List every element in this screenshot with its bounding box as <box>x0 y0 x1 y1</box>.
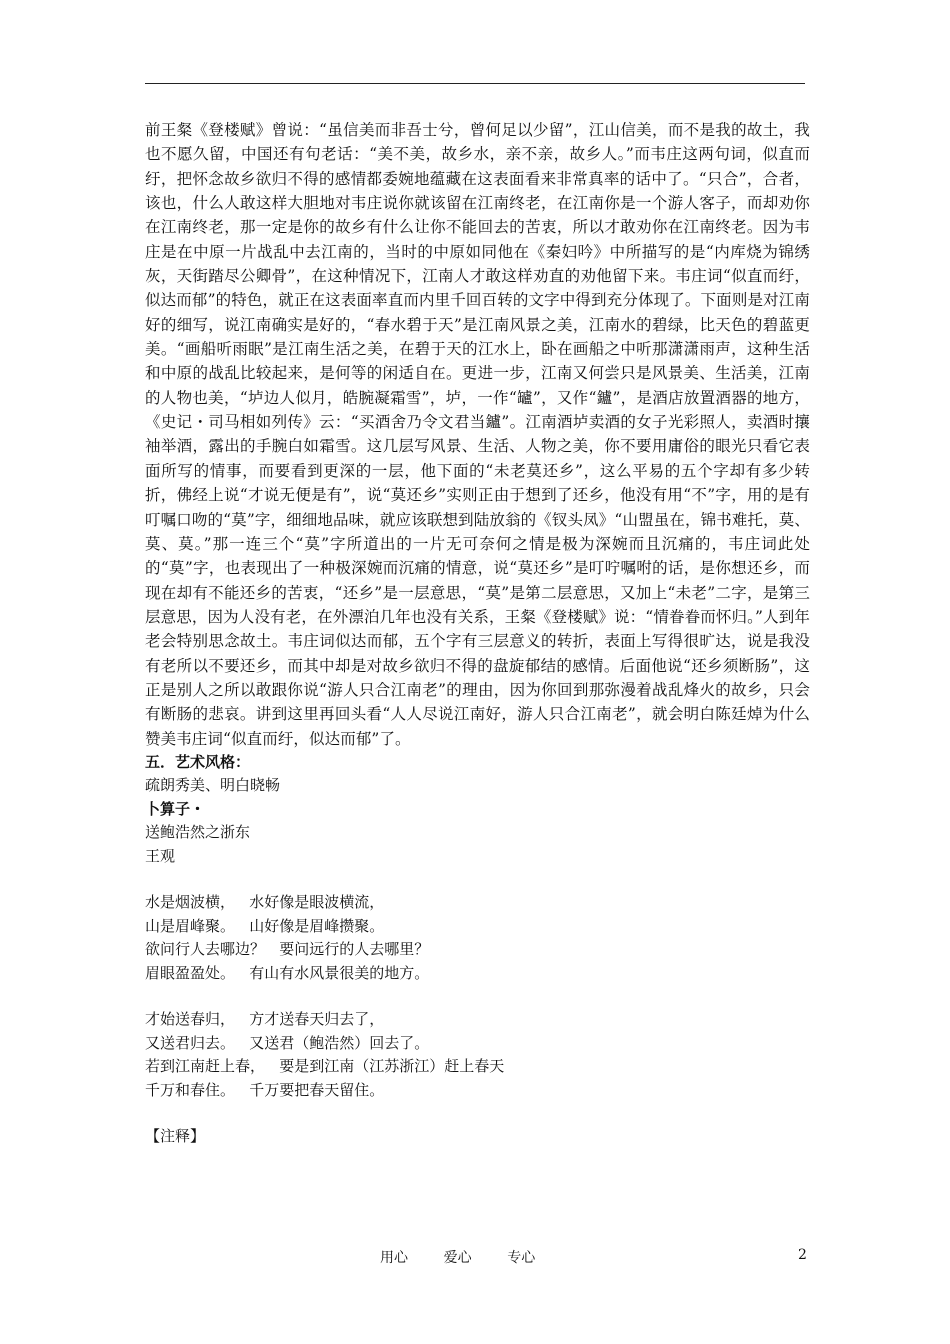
spacer <box>145 868 810 891</box>
poem-line: 山是眉峰聚。 山好像是眉峰攒聚。 <box>145 916 385 935</box>
spacer <box>145 985 810 1008</box>
poem-line: 才始送春归， 方才送春天归去了， <box>145 1010 385 1029</box>
page-number: 2 <box>798 1247 807 1263</box>
poem-author: 王观 <box>145 846 176 865</box>
poem-line: 又送君归去。 又送君（鲍浩然）回去了。 <box>145 1033 430 1052</box>
poem-subtitle: 送鲍浩然之浙东 <box>145 823 251 842</box>
style-text: 疏朗秀美、明白晓畅 <box>145 776 281 795</box>
poem-line: 千万和春住。 千万要把春天留住。 <box>145 1080 385 1099</box>
page-content <box>145 118 810 1149</box>
poem-line: 欲问行人去哪边？ 要问远行的人去哪里？ <box>145 940 430 959</box>
footer-motto: 用心 爱心 专心 <box>380 1250 536 1266</box>
section-heading: 五．艺术风格： <box>145 752 251 771</box>
header-rule <box>145 83 805 84</box>
notes-heading: 【注释】 <box>145 1127 206 1146</box>
poem-line: 若到江南赶上春， 要是到江南（江苏浙江）赶上春天 <box>145 1057 505 1076</box>
poem-line: 眉眼盈盈处。 有山有水风景很美的地方。 <box>145 963 430 982</box>
page-footer <box>0 1247 950 1271</box>
body-paragraph: 前王粲《登楼赋》曾说：“虽信美而非吾士兮，曾何足以少留”，江山信美，而不是我的故土，我也不愿久留，中国还有句老话：“美不美，故乡水，亲不亲，故乡人。”而韦庄这两句词，似直而纡，把怀念故乡欲归不得的感情都委婉地蕴藏在这表面看来非常真率的话中了。“只合”，合者，该也，什么人敢这样大胆地对韦庄说你就该留在江南终老，在江南你是一个游人客子，而却劝你在江南终老，那一定是你的故乡有什么让你不能回去的苦衷，所以才敢劝你在江南终老。因为韦庄是在中原一片战乱中去江南的，当时的中原如同他在《秦妇吟》中所描写的是“内库烧为锦绣灰，天街踏尽公卿骨”，在这种情况下，江南人才敢这样劝直的劝他留下来。韦庄词“似直而纡，似达而郁”的特色，就正在这表面率直而内里千回百转的文字中得到充分体现了。下面则是对江南好的细写，说江南确实是好的，“春水碧于天”是江南风景之美，江南水的碧绿，比天色的碧蓝更美。“画船听雨眠”是江南生活之美，在碧于天的江水上，卧在画船之中听那潇潇雨声，这种生活和中原的战乱比较起来，是何等的闲适自在。更进一步，江南又何尝只是风景美、生活美，江南的人物也美，“垆边人似月，皓腕凝霜雪”，垆，一作“罏”，又作“鑪”，是酒店放置酒器的地方，《史记・司马相如列传》云：“买酒舍乃令文君当鑪”。江南酒垆卖酒的女子光彩照人，卖酒时攘袖举酒，露出的手腕白如霜雪。这几层写风景、生活、人物之美，你不要用庸俗的眼光只看它表面所写的情事，而要看到更深的一层，他下面的“未老莫还乡”，这么平易的五个字却有多少转折，佛经上说“才说无便是有”，说“莫还乡”实则正由于想到了还乡，他没有用“不”字，用的是有叮嘱口吻的“莫”字，细细地品味，就应该联想到陆放翁的《钗头凤》“山盟虽在，锦书难托，莫、莫、莫。”那一连三个“莫”字所道出的一片无可奈何之情是极为深婉而且沉痛的，韦庄词此处的“莫”字，也表现出了一种极深婉而沉痛的情意，说“莫还乡”是叮咛嘱咐的话，是你想还乡，而现在却有不能还乡的苦衷，“还乡”是一层意思，“莫”是第二层意思，又加上“未老”二字，是第三层意思，因为人没有老，在外漂泊几年也没有关系，王粲《登楼赋》说：“情眷眷而怀归。”人到年老会特别思念故土。韦庄词似达而郁，五个字有三层意义的转折，表面上写得很旷达，说是我没有老所以不要还乡，而其中却是对故乡欲归不得的盘旋郁结的感情。后面他说“还乡须断肠”，这正是别人之所以敢跟你说“游人只合江南老”的理由，因为你回到那弥漫着战乱烽火的故乡，只会有断肠的悲哀。讲到这里再回头看“人人尽说江南好，游人只合江南老”，就会明白陈廷焯为什么赞美韦庄词“似直而纡，似达而郁”了。 <box>145 121 810 748</box>
poem-title: 卜算子・ <box>145 799 206 818</box>
poem-line: 水是烟波横， 水好像是眼波横流， <box>145 893 385 912</box>
spacer <box>145 1102 810 1125</box>
